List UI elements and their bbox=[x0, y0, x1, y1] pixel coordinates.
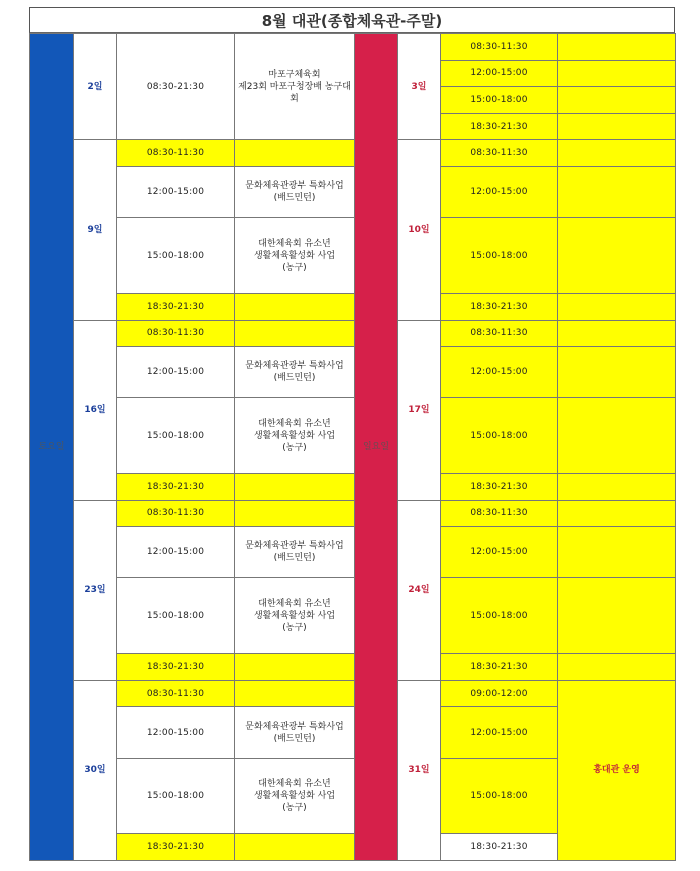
page-title: 8월 대관(종합체육관-주말) bbox=[29, 7, 675, 33]
booking-cell[interactable] bbox=[558, 398, 676, 474]
table-row bbox=[30, 140, 676, 167]
time-slot[interactable]: 18:30-21:30 bbox=[441, 654, 558, 681]
booking-cell[interactable] bbox=[235, 654, 355, 681]
booking-cell[interactable] bbox=[235, 293, 355, 320]
date-cell: 10일 bbox=[398, 140, 441, 320]
booking-note-line: 대한체육회 유소년 bbox=[258, 418, 331, 429]
booking-note bbox=[235, 758, 355, 834]
time-slot[interactable]: 08:30-11:30 bbox=[117, 140, 235, 167]
booking-note-line: 문화체육관광부 특화사업 bbox=[245, 361, 344, 372]
time-slot[interactable]: 12:00-15:00 bbox=[441, 527, 558, 578]
date-cell: 3일 bbox=[398, 34, 441, 140]
time-slot[interactable]: 15:00-18:00 bbox=[441, 87, 558, 114]
sunday-side-label: 일요일 bbox=[355, 34, 398, 861]
time-slot[interactable]: 08:30-11:30 bbox=[117, 680, 235, 707]
time-slot[interactable]: 18:30-21:30 bbox=[117, 474, 235, 501]
time-slot[interactable]: 12:00-15:00 bbox=[441, 347, 558, 398]
booking-note bbox=[235, 218, 355, 294]
table-row bbox=[30, 320, 676, 347]
table-row bbox=[30, 218, 676, 294]
booking-cell[interactable] bbox=[558, 654, 676, 681]
date-cell: 9일 bbox=[74, 140, 117, 320]
booking-cell[interactable] bbox=[235, 140, 355, 167]
booking-note bbox=[235, 167, 355, 218]
booking-note-line: (농구) bbox=[282, 622, 307, 633]
time-slot[interactable]: 08:30-11:30 bbox=[441, 500, 558, 527]
booking-cell[interactable] bbox=[558, 347, 676, 398]
time-slot[interactable]: 12:00-15:00 bbox=[117, 167, 235, 218]
booking-note-line: 생활체육활성화 사업 bbox=[253, 790, 336, 801]
time-slot[interactable]: 15:00-18:00 bbox=[441, 218, 558, 294]
time-slot[interactable]: 12:00-15:00 bbox=[441, 167, 558, 218]
booking-note-line: 생활체육활성화 사업 bbox=[253, 250, 336, 261]
time-slot[interactable]: 18:30-21:30 bbox=[441, 293, 558, 320]
time-slot[interactable]: 08:30-11:30 bbox=[441, 320, 558, 347]
booking-cell[interactable] bbox=[235, 320, 355, 347]
booking-cell[interactable] bbox=[558, 218, 676, 294]
time-slot[interactable]: 12:00-15:00 bbox=[117, 527, 235, 578]
booking-note-line: 생활체육활성화 사업 bbox=[253, 610, 336, 621]
time-slot[interactable]: 18:30-21:30 bbox=[117, 293, 235, 320]
booking-cell[interactable] bbox=[558, 113, 676, 140]
booking-cell[interactable] bbox=[235, 680, 355, 707]
booking-cell[interactable] bbox=[235, 474, 355, 501]
time-slot[interactable]: 08:30-21:30 bbox=[117, 34, 235, 140]
date-cell: 24일 bbox=[398, 500, 441, 680]
time-slot[interactable]: 09:00-12:00 bbox=[441, 680, 558, 707]
table-row bbox=[30, 474, 676, 501]
time-slot[interactable]: 18:30-21:30 bbox=[441, 113, 558, 140]
booking-note-line: (배드민턴) bbox=[273, 733, 316, 744]
time-slot[interactable]: 08:30-11:30 bbox=[441, 140, 558, 167]
time-slot[interactable]: 18:30-21:30 bbox=[117, 654, 235, 681]
booking-note-line: 마포구체육회 bbox=[268, 69, 321, 80]
time-slot[interactable]: 15:00-18:00 bbox=[117, 218, 235, 294]
table-row bbox=[30, 578, 676, 654]
date-cell: 17일 bbox=[398, 320, 441, 500]
booking-note-line: 제23회 마포구청장배 농구대회 bbox=[238, 81, 351, 104]
booking-note-line: (농구) bbox=[282, 262, 307, 273]
time-slot[interactable]: 15:00-18:00 bbox=[117, 578, 235, 654]
booking-note bbox=[235, 347, 355, 398]
table-row bbox=[30, 167, 676, 218]
table-row bbox=[30, 527, 676, 578]
saturday-side-label: 토요일 bbox=[30, 34, 74, 861]
time-slot[interactable]: 12:00-15:00 bbox=[441, 707, 558, 758]
time-slot[interactable]: 18:30-21:30 bbox=[441, 474, 558, 501]
booking-cell[interactable] bbox=[558, 60, 676, 87]
time-slot[interactable]: 15:00-18:00 bbox=[441, 758, 558, 834]
booking-cell[interactable] bbox=[235, 500, 355, 527]
table-row bbox=[30, 347, 676, 398]
booking-note bbox=[235, 707, 355, 758]
booking-note-line: 문화체육관광부 특화사업 bbox=[245, 181, 344, 192]
booking-note-line: 대한체육회 유소년 bbox=[258, 598, 331, 609]
time-slot[interactable]: 18:30-21:30 bbox=[117, 834, 235, 861]
table-row bbox=[30, 680, 676, 707]
time-slot[interactable]: 15:00-18:00 bbox=[117, 398, 235, 474]
booking-note-line: (농구) bbox=[282, 442, 307, 453]
booking-note-line: 생활체육활성화 사업 bbox=[253, 430, 336, 441]
table-row bbox=[30, 398, 676, 474]
date-cell: 2일 bbox=[74, 34, 117, 140]
booking-note bbox=[235, 578, 355, 654]
date-cell: 31일 bbox=[398, 680, 441, 860]
date-cell: 23일 bbox=[74, 500, 117, 680]
booking-note-line: (농구) bbox=[282, 802, 307, 813]
booking-cell[interactable] bbox=[558, 140, 676, 167]
time-slot[interactable]: 08:30-11:30 bbox=[117, 320, 235, 347]
time-slot[interactable]: 08:30-11:30 bbox=[117, 500, 235, 527]
booking-note-line: 문화체육관광부 특화사업 bbox=[245, 541, 344, 552]
booking-note-line: (배드민턴) bbox=[273, 553, 316, 564]
time-slot[interactable]: 15:00-18:00 bbox=[117, 758, 235, 834]
booking-cell[interactable] bbox=[558, 578, 676, 654]
booking-cell[interactable] bbox=[558, 167, 676, 218]
time-slot[interactable]: 12:00-15:00 bbox=[117, 347, 235, 398]
booking-note-line: 대한체육회 유소년 bbox=[258, 778, 331, 789]
booking-note bbox=[235, 34, 355, 140]
time-slot[interactable]: 15:00-18:00 bbox=[441, 398, 558, 474]
time-slot[interactable]: 08:30-11:30 bbox=[441, 34, 558, 61]
schedule-table bbox=[29, 33, 676, 861]
booking-cell[interactable] bbox=[558, 87, 676, 114]
booking-cell[interactable] bbox=[558, 293, 676, 320]
booking-note-line: 문화체육관광부 특화사업 bbox=[245, 721, 344, 732]
time-slot[interactable]: 15:00-18:00 bbox=[441, 578, 558, 654]
booking-note-line: (배드민턴) bbox=[273, 193, 316, 204]
table-row bbox=[30, 654, 676, 681]
time-slot[interactable]: 18:30-21:30 bbox=[441, 834, 558, 861]
booking-note-line: (배드민턴) bbox=[273, 373, 316, 384]
booking-note bbox=[235, 527, 355, 578]
table-row bbox=[30, 34, 676, 61]
booking-cell[interactable] bbox=[558, 34, 676, 61]
date-cell: 30일 bbox=[74, 680, 117, 860]
table-row bbox=[30, 500, 676, 527]
date-cell: 16일 bbox=[74, 320, 117, 500]
booking-cell[interactable] bbox=[558, 527, 676, 578]
time-slot[interactable]: 12:00-15:00 bbox=[117, 707, 235, 758]
special-booking-note: 홍대관 운영 bbox=[558, 680, 676, 860]
booking-cell[interactable] bbox=[558, 474, 676, 501]
booking-note-line: 대한체육회 유소년 bbox=[258, 238, 331, 249]
booking-cell[interactable] bbox=[235, 834, 355, 861]
time-slot[interactable]: 12:00-15:00 bbox=[441, 60, 558, 87]
booking-cell[interactable] bbox=[558, 320, 676, 347]
booking-note bbox=[235, 398, 355, 474]
table-row bbox=[30, 293, 676, 320]
booking-cell[interactable] bbox=[558, 500, 676, 527]
